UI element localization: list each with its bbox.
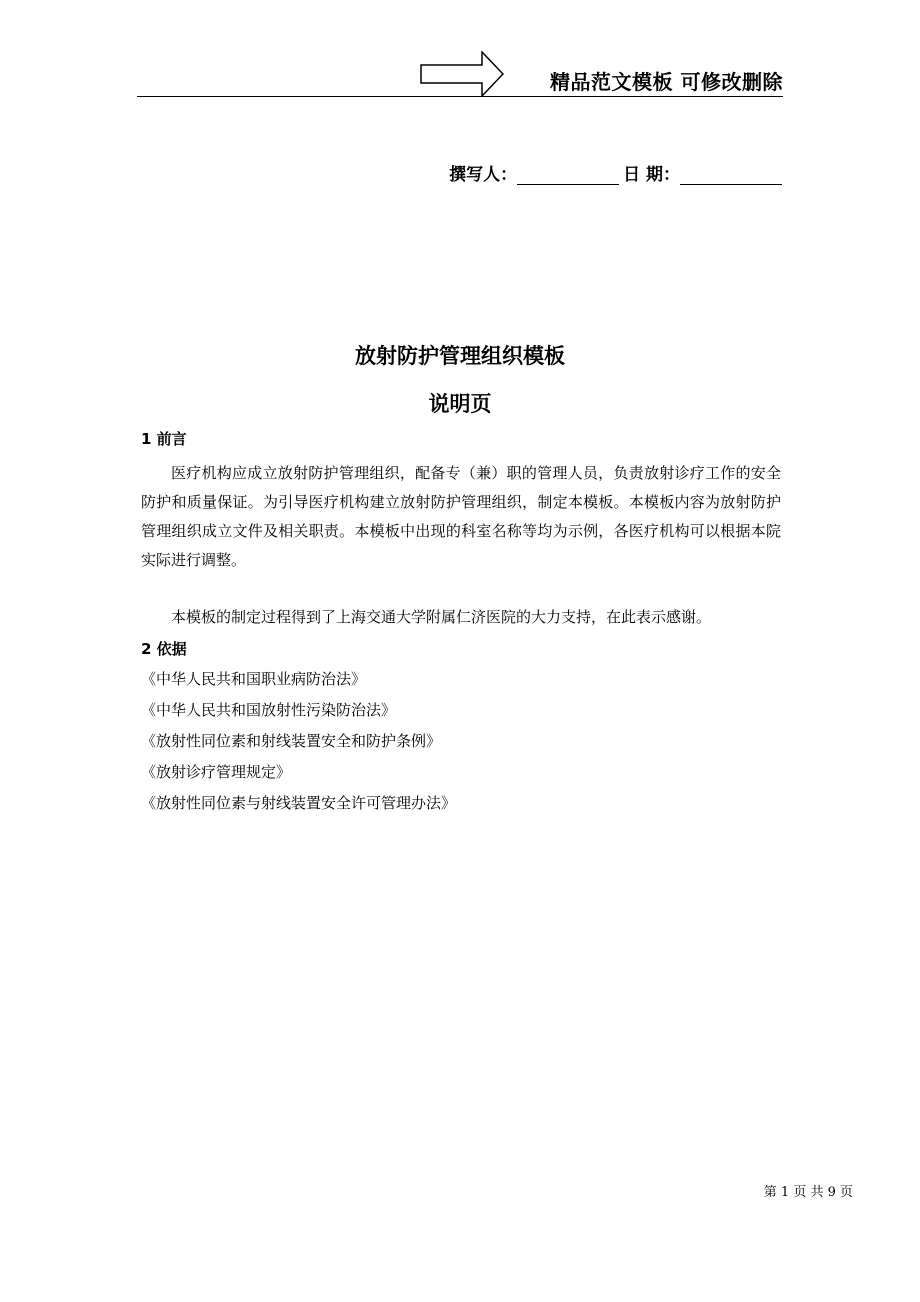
header-banner-text: 精品范文模板 可修改删除 [550, 70, 783, 94]
date-label: 日 期： [623, 165, 680, 185]
reference-item: 《放射诊疗管理规定》 [141, 763, 292, 781]
reference-item: 《放射性同位素与射线装置安全许可管理办法》 [141, 794, 457, 812]
reference-list [141, 664, 456, 819]
reference-item: 《放射性同位素和射线装置安全和防护条例》 [141, 732, 442, 750]
document-title: 放射防护管理组织模板 [355, 344, 565, 368]
author-label: 撰写人： [449, 165, 518, 185]
date-blank-field[interactable] [680, 166, 782, 185]
page-number: 第 1 页 共 9 页 [763, 1185, 853, 1200]
author-date-line [449, 160, 782, 185]
author-blank-field[interactable] [517, 166, 619, 185]
reference-item: 《中华人民共和国职业病防治法》 [141, 670, 367, 688]
section-heading-preface: 1 前言 [141, 430, 187, 448]
header-divider [137, 96, 783, 97]
right-arrow-outline-icon [420, 51, 504, 97]
reference-item: 《中华人民共和国放射性污染防治法》 [141, 701, 397, 719]
preface-paragraph: 医疗机构应成立放射防护管理组织，配备专（兼）职的管理人员，负责放射诊疗工作的安全防护和质量保证。为引导医疗机构建立放射防护管理组织，制定本模板。本模板内容为放射防护管理组织成立文件及相关职责。本模板中出现的科室名称等均为示例，各医疗机构可以根据本院实际进行调整。 [141, 464, 781, 569]
document-subtitle: 说明页 [428, 392, 492, 416]
section-heading-basis: 2 依据 [141, 640, 187, 658]
acknowledgement-paragraph: 本模板的制定过程得到了上海交通大学附属仁济医院的大力支持，在此表示感谢。 [171, 608, 712, 626]
